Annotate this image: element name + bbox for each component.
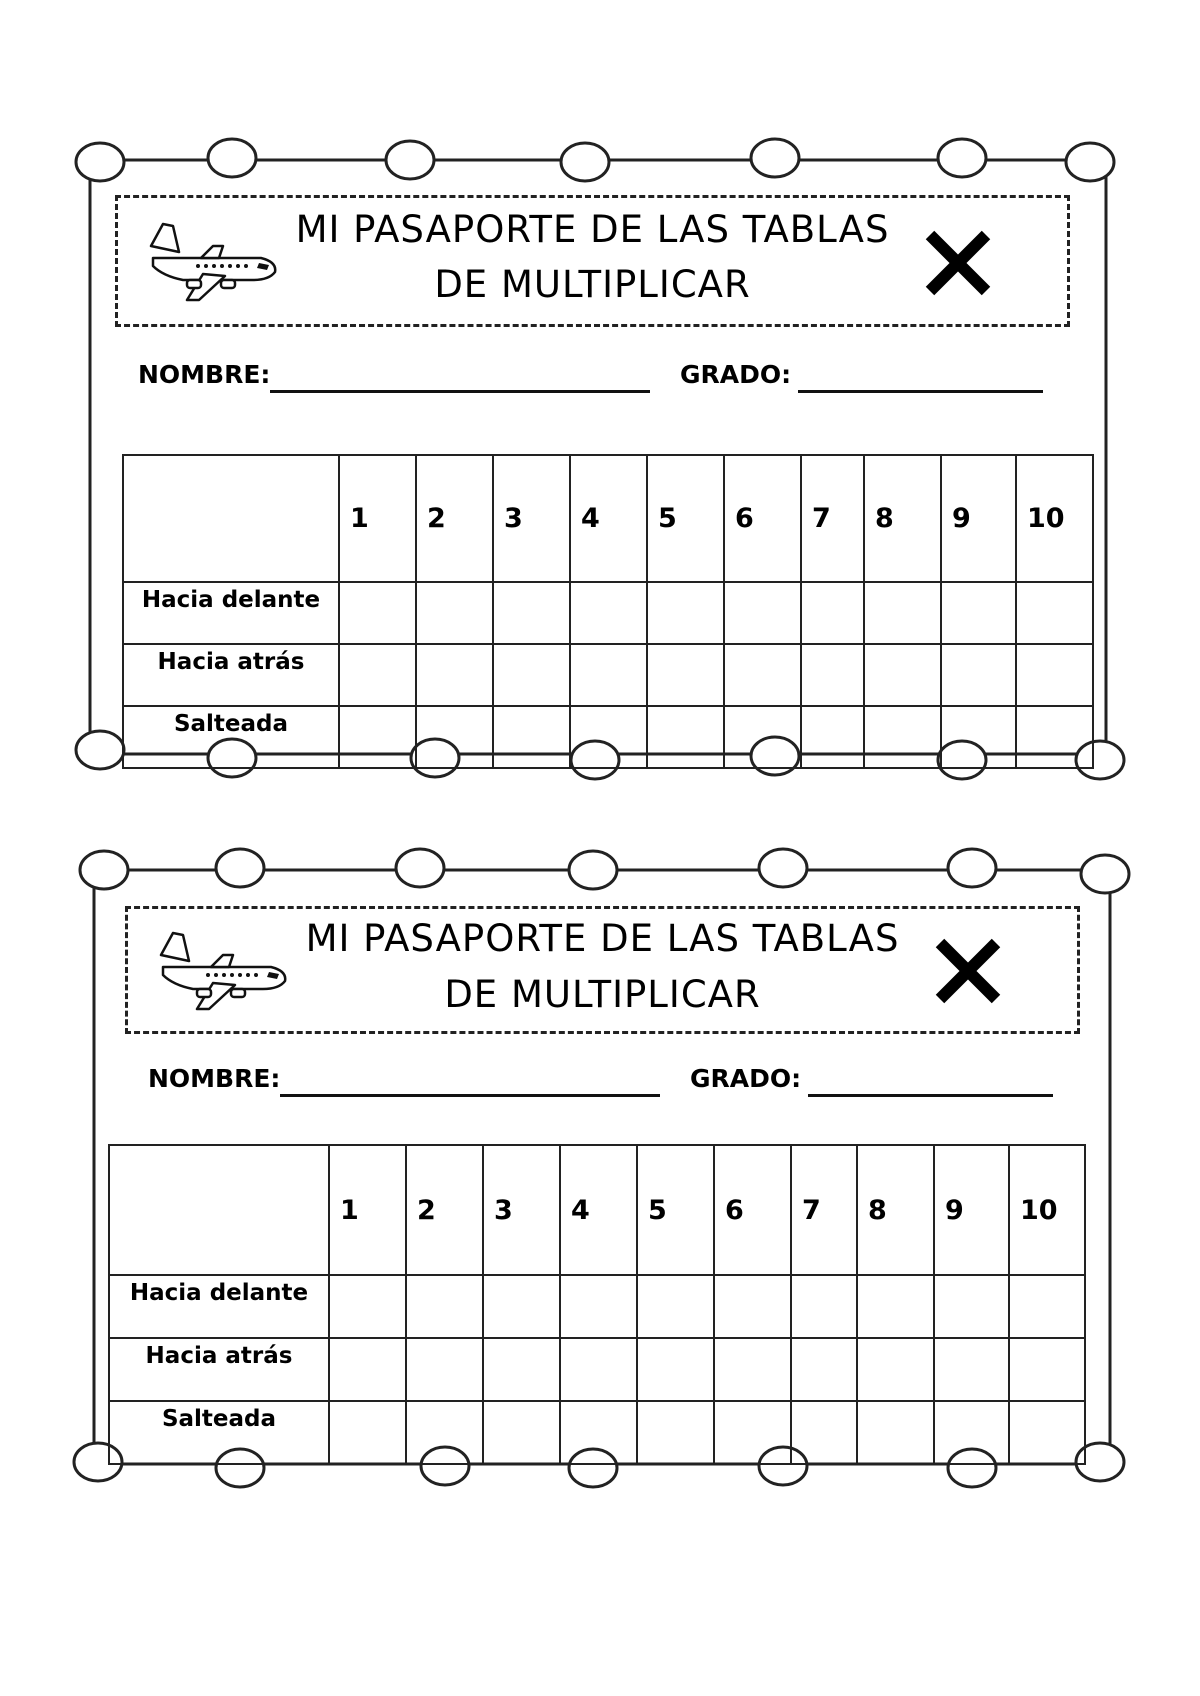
- check-cell[interactable]: [493, 706, 570, 768]
- row-label: Hacia delante: [109, 1275, 329, 1338]
- check-cell[interactable]: [941, 582, 1016, 644]
- column-header: 6: [724, 455, 801, 582]
- check-cell[interactable]: [791, 1275, 857, 1338]
- check-cell[interactable]: [493, 644, 570, 706]
- check-cell[interactable]: [647, 582, 724, 644]
- check-cell[interactable]: [801, 644, 864, 706]
- column-header: 8: [864, 455, 941, 582]
- check-cell[interactable]: [864, 582, 941, 644]
- check-cell[interactable]: [570, 582, 647, 644]
- grade-label: GRADO:: [680, 360, 792, 389]
- check-cell[interactable]: [560, 1401, 637, 1464]
- grade-label: GRADO:: [690, 1064, 802, 1093]
- check-cell[interactable]: [864, 644, 941, 706]
- grade-field[interactable]: [808, 1094, 1053, 1097]
- check-cell[interactable]: [1009, 1401, 1085, 1464]
- check-cell[interactable]: [329, 1338, 406, 1401]
- check-cell[interactable]: [483, 1275, 560, 1338]
- column-header: 3: [493, 455, 570, 582]
- title-line-1: MI PASAPORTE DE LAS TABLAS: [295, 208, 890, 251]
- name-label: NOMBRE:: [138, 360, 271, 389]
- column-header: 7: [791, 1145, 857, 1275]
- check-cell[interactable]: [637, 1401, 714, 1464]
- row-label: Hacia delante: [123, 582, 339, 644]
- check-cell[interactable]: [1009, 1338, 1085, 1401]
- check-cell[interactable]: [329, 1401, 406, 1464]
- check-cell[interactable]: [934, 1275, 1009, 1338]
- check-cell[interactable]: [864, 706, 941, 768]
- column-header: 9: [941, 455, 1016, 582]
- check-cell[interactable]: [714, 1338, 791, 1401]
- check-cell[interactable]: [724, 582, 801, 644]
- row-label: Salteada: [109, 1401, 329, 1464]
- check-cell[interactable]: [857, 1338, 934, 1401]
- check-cell[interactable]: [1016, 706, 1093, 768]
- check-cell[interactable]: [406, 1275, 483, 1338]
- check-cell[interactable]: [791, 1338, 857, 1401]
- check-cell[interactable]: [647, 644, 724, 706]
- check-cell[interactable]: [1009, 1275, 1085, 1338]
- check-cell[interactable]: [714, 1275, 791, 1338]
- table-row: [123, 582, 1093, 644]
- row-label: Hacia atrás: [123, 644, 339, 706]
- check-cell[interactable]: [724, 644, 801, 706]
- multiplication-sign-icon: [918, 223, 998, 303]
- column-header: 4: [560, 1145, 637, 1275]
- row-label: Hacia atrás: [109, 1338, 329, 1401]
- name-field[interactable]: [280, 1094, 660, 1097]
- name-label: NOMBRE:: [148, 1064, 281, 1093]
- title-line-1: MI PASAPORTE DE LAS TABLAS: [305, 917, 900, 960]
- header-row: [123, 455, 1093, 582]
- grade-field[interactable]: [798, 390, 1043, 393]
- check-cell[interactable]: [560, 1275, 637, 1338]
- check-cell[interactable]: [714, 1401, 791, 1464]
- check-cell[interactable]: [483, 1338, 560, 1401]
- column-header: 3: [483, 1145, 560, 1275]
- check-cell[interactable]: [406, 1338, 483, 1401]
- check-cell[interactable]: [339, 582, 416, 644]
- check-cell[interactable]: [493, 582, 570, 644]
- check-cell[interactable]: [416, 706, 493, 768]
- column-header: 9: [934, 1145, 1009, 1275]
- column-header: 5: [637, 1145, 714, 1275]
- check-cell[interactable]: [570, 706, 647, 768]
- check-cell[interactable]: [791, 1401, 857, 1464]
- column-header: 2: [416, 455, 493, 582]
- table-row: [109, 1275, 1085, 1338]
- table-row: [123, 706, 1093, 768]
- title-line-2: DE MULTIPLICAR: [444, 973, 761, 1016]
- column-header: 10: [1009, 1145, 1085, 1275]
- column-header: 1: [329, 1145, 406, 1275]
- column-header: 10: [1016, 455, 1093, 582]
- table-row: [123, 644, 1093, 706]
- title-banner: [115, 195, 1070, 327]
- title-line-2: DE MULTIPLICAR: [434, 263, 751, 306]
- check-cell[interactable]: [570, 644, 647, 706]
- corner-cell: [123, 455, 339, 582]
- name-field[interactable]: [270, 390, 650, 393]
- check-cell[interactable]: [339, 644, 416, 706]
- column-header: 1: [339, 455, 416, 582]
- check-cell[interactable]: [801, 706, 864, 768]
- check-cell[interactable]: [647, 706, 724, 768]
- title-banner: [125, 906, 1080, 1034]
- check-cell[interactable]: [637, 1338, 714, 1401]
- multiplication-table: [108, 1144, 1086, 1465]
- column-header: 8: [857, 1145, 934, 1275]
- row-label: Salteada: [123, 706, 339, 768]
- multiplication-sign-icon: [928, 931, 1008, 1011]
- table-row: [109, 1401, 1085, 1464]
- table-row: [109, 1338, 1085, 1401]
- check-cell[interactable]: [1016, 582, 1093, 644]
- check-cell[interactable]: [416, 582, 493, 644]
- column-header: 6: [714, 1145, 791, 1275]
- check-cell[interactable]: [560, 1338, 637, 1401]
- check-cell[interactable]: [941, 644, 1016, 706]
- column-header: 2: [406, 1145, 483, 1275]
- check-cell[interactable]: [857, 1401, 934, 1464]
- check-cell[interactable]: [1016, 644, 1093, 706]
- passport-card-1: [90, 130, 1110, 780]
- check-cell[interactable]: [934, 1338, 1009, 1401]
- column-header: 7: [801, 455, 864, 582]
- passport-card-2: [90, 840, 1110, 1490]
- check-cell[interactable]: [483, 1401, 560, 1464]
- check-cell[interactable]: [339, 706, 416, 768]
- check-cell[interactable]: [934, 1401, 1009, 1464]
- check-cell[interactable]: [406, 1401, 483, 1464]
- check-cell[interactable]: [724, 706, 801, 768]
- check-cell[interactable]: [416, 644, 493, 706]
- check-cell[interactable]: [801, 582, 864, 644]
- column-header: 4: [570, 455, 647, 582]
- check-cell[interactable]: [637, 1275, 714, 1338]
- check-cell[interactable]: [857, 1275, 934, 1338]
- corner-cell: [109, 1145, 329, 1275]
- check-cell[interactable]: [941, 706, 1016, 768]
- check-cell[interactable]: [329, 1275, 406, 1338]
- column-header: 5: [647, 455, 724, 582]
- header-row: [109, 1145, 1085, 1275]
- multiplication-table: [122, 454, 1094, 769]
